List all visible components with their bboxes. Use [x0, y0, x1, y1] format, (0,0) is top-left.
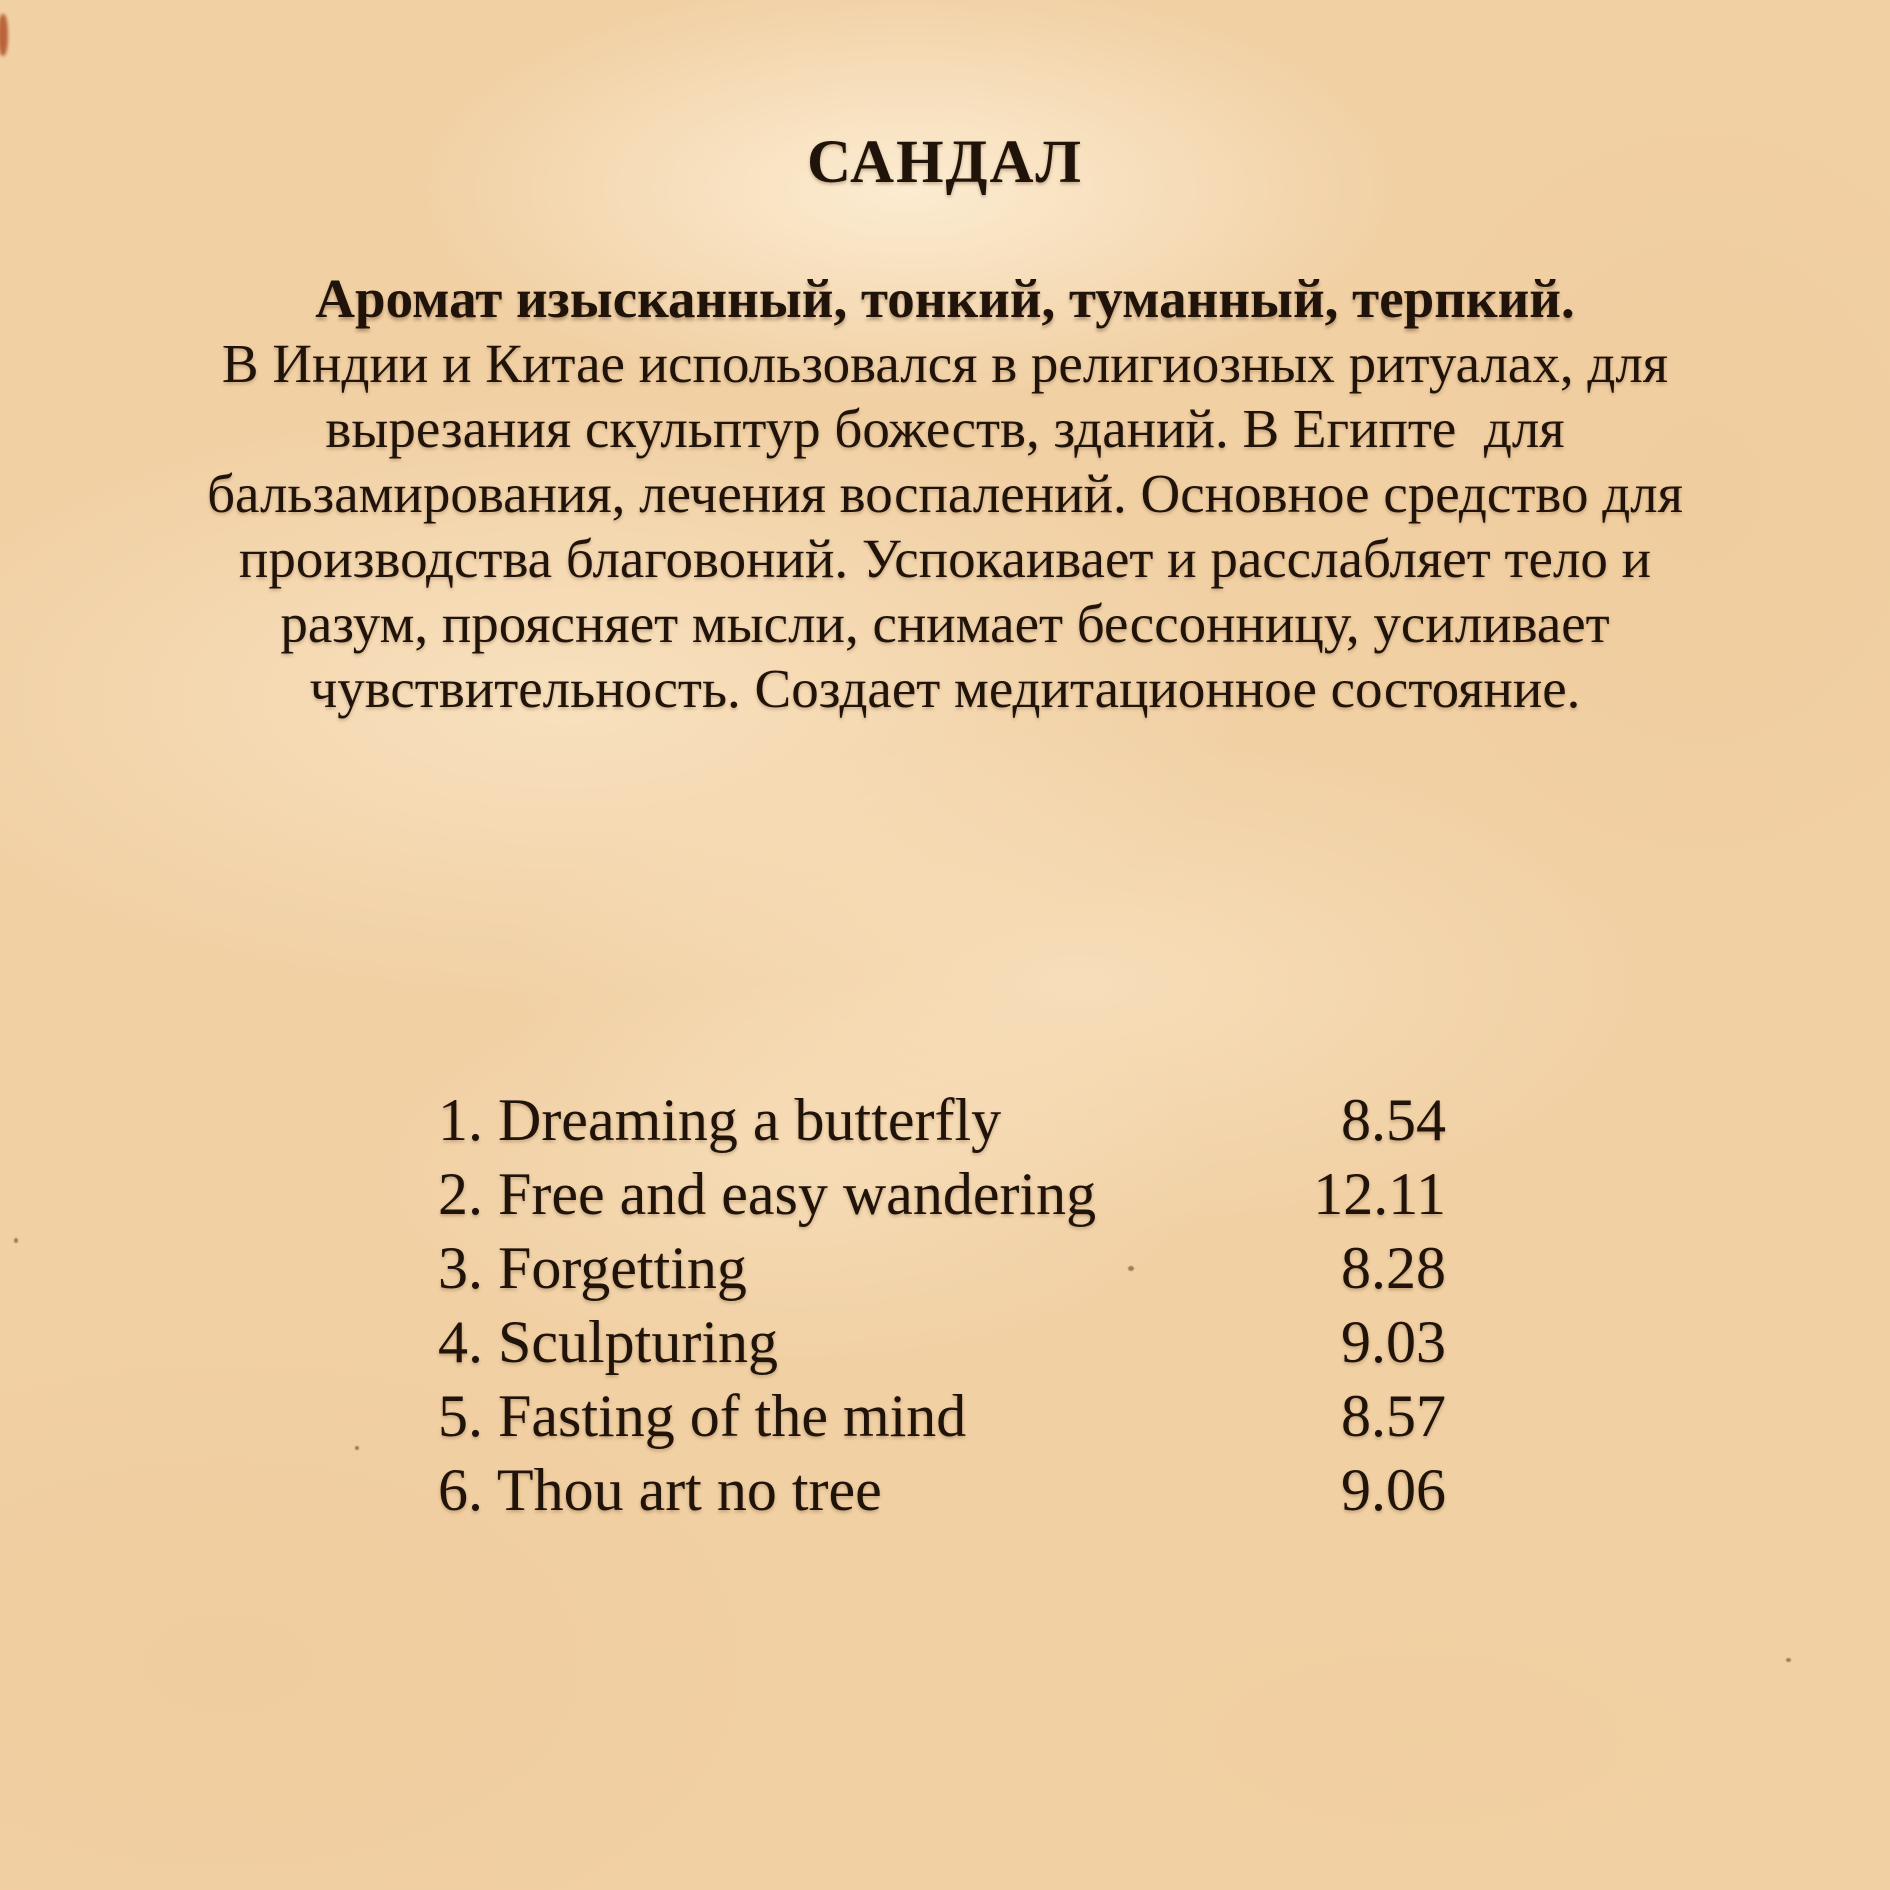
track-label: 6. Thou art no tree [438, 1457, 882, 1523]
description-line: разум, проясняет мысли, снимает бессонницу, усиливает [280, 593, 1610, 654]
track-row [438, 1083, 1446, 1157]
paper-speck [14, 1238, 18, 1243]
track-label: 1. Dreaming a butterfly [438, 1087, 1002, 1153]
track-time: 9.06 [1341, 1457, 1446, 1523]
paper-speck [1786, 1658, 1791, 1662]
track-row [438, 1231, 1446, 1305]
paper-speck [355, 1446, 359, 1450]
track-time: 8.28 [1341, 1235, 1446, 1301]
track-time: 8.57 [1341, 1383, 1446, 1449]
red-ink-edge-mark [0, 14, 8, 56]
description-line: производства благовоний. Успокаивает и расслабляет тело и [238, 528, 1652, 589]
track-time: 8.54 [1341, 1087, 1446, 1153]
description-line: В Индии и Китае использовался в религиозных ритуалах, для [221, 333, 1669, 394]
track-label: 3. Forgetting [438, 1235, 747, 1301]
description-line: Аромат изысканный, тонкий, туманный, терпкий. [315, 268, 1575, 329]
album-title: САНДАЛ [807, 129, 1083, 196]
track-row [438, 1157, 1446, 1231]
track-row [438, 1379, 1446, 1453]
tracklist [438, 1083, 1446, 1527]
description-line: вырезания скульптур божеств, зданий. В Египте для [325, 398, 1565, 459]
track-time: 12.11 [1313, 1161, 1446, 1227]
description-line: бальзамирования, лечения воспалений. Основное средство для [207, 463, 1683, 524]
track-row [438, 1305, 1446, 1379]
track-time: 9.03 [1341, 1309, 1446, 1375]
track-label: 2. Free and easy wandering [438, 1161, 1097, 1227]
track-label: 4. Sculpturing [438, 1309, 778, 1375]
album-description [0, 266, 1890, 721]
paper-speck [1128, 1266, 1134, 1271]
description-line: чувствительность. Создает медитационное состояние. [309, 658, 1581, 719]
track-label: 5. Fasting of the mind [438, 1383, 967, 1449]
track-row [438, 1453, 1446, 1527]
